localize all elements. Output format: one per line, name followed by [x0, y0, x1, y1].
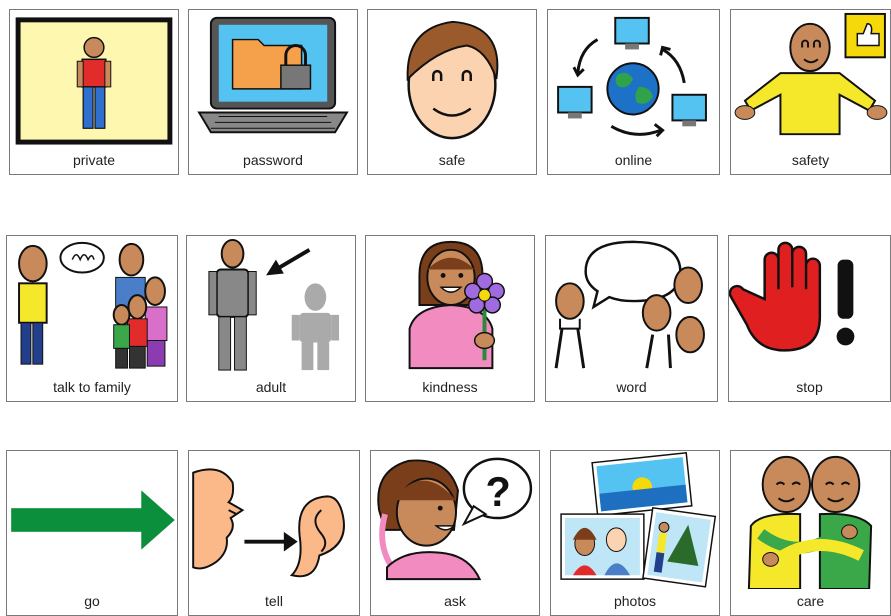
symbol-label: safe	[438, 152, 466, 168]
networked-computers-globe-icon	[548, 10, 719, 148]
symbol-label: adult	[255, 379, 287, 395]
svg-text:?: ?	[485, 469, 511, 516]
symbol-label: ask	[444, 593, 466, 609]
hugging-people-icon	[731, 451, 890, 589]
symbol-card-stop[interactable]	[728, 235, 891, 402]
symbol-label: go	[84, 593, 100, 609]
symbol-label: kindness	[422, 379, 478, 395]
smiling-face-icon	[368, 10, 536, 148]
symbol-card-password[interactable]	[188, 9, 358, 175]
symbol-card-ask[interactable]	[370, 450, 540, 616]
symbol-label: online	[614, 152, 653, 168]
symbol-label: safety	[791, 152, 830, 168]
person-in-frame-icon	[10, 10, 178, 148]
symbol-card-online[interactable]	[547, 9, 720, 175]
symbol-card-care[interactable]	[730, 450, 891, 616]
symbol-label: word	[616, 379, 647, 395]
symbol-label: care	[796, 593, 825, 609]
laptop-lock-icon	[189, 10, 357, 148]
adult-pointed-arrow-icon	[187, 236, 355, 375]
symbol-card-go[interactable]	[6, 450, 178, 616]
mouth-arrow-ear-icon	[189, 451, 359, 589]
symbol-card-talk-to-family[interactable]	[6, 235, 178, 402]
symbol-card-private[interactable]	[9, 9, 179, 175]
red-hand-exclamation-icon	[729, 236, 890, 375]
symbol-card-kindness[interactable]	[365, 235, 535, 402]
photographs-icon	[551, 451, 719, 589]
symbol-label: stop	[796, 379, 823, 395]
symbol-card-safe[interactable]	[367, 9, 537, 175]
girl-with-flower-icon	[366, 236, 534, 375]
symbol-card-adult[interactable]	[186, 235, 356, 402]
speech-bubble-people-icon	[546, 236, 717, 375]
person-speaking-to-family-icon	[7, 236, 177, 375]
symbol-label: tell	[265, 593, 283, 609]
symbol-card-safety[interactable]	[730, 9, 891, 175]
symbol-label: password	[243, 152, 303, 168]
green-arrow-icon	[7, 451, 177, 589]
symbol-card-word[interactable]	[545, 235, 718, 402]
symbol-card-photos[interactable]	[550, 450, 720, 616]
symbol-card-tell[interactable]	[188, 450, 360, 616]
symbol-label: private	[72, 152, 116, 168]
symbol-label: talk to family	[53, 379, 131, 395]
person-thumbs-up-icon	[731, 10, 890, 148]
symbol-label: photos	[613, 593, 657, 609]
girl-question-bubble-icon	[371, 451, 539, 589]
